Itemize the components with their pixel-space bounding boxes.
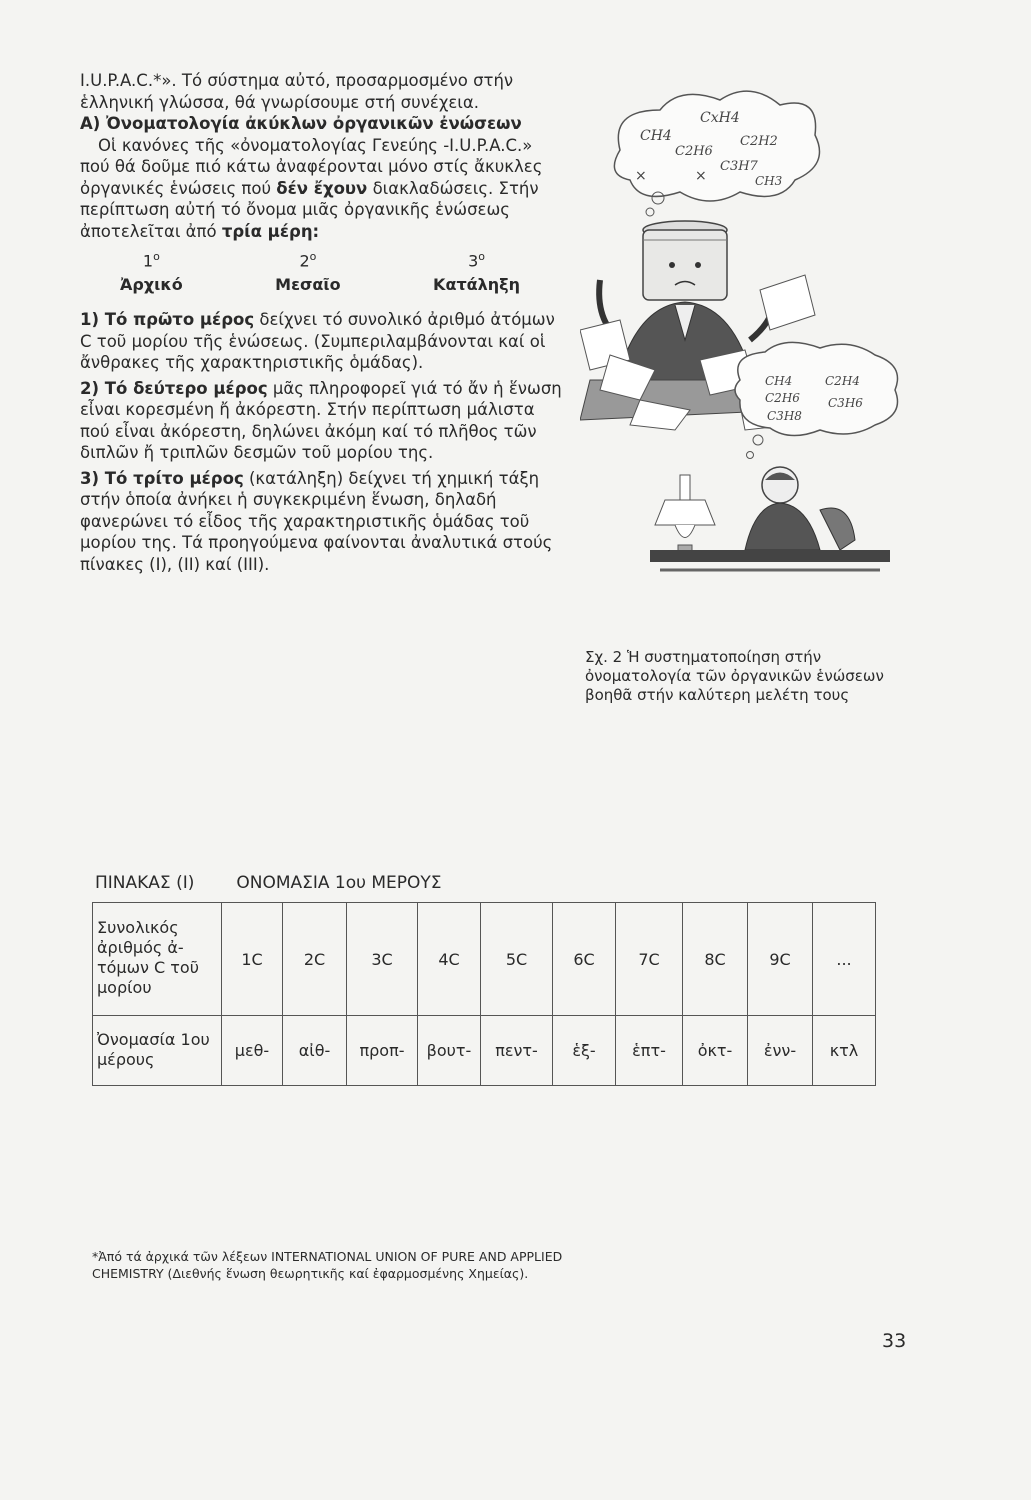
formula-label: C2H6 <box>675 144 713 159</box>
name-part-3: $3^o$ Κατάληξη <box>433 250 520 294</box>
desk-lamp <box>655 475 715 551</box>
rules-text-2: διακλαδώσεις. Στήν περίπτωση αὐτή τό ὄνομα μιᾶς ὀργανικῆς ἑνώσεως ἀποτελεῖται ἀπό <box>80 178 539 241</box>
table-cell: ἑπτ- <box>616 1016 683 1086</box>
formula-label: C3H8 <box>767 409 802 423</box>
table-row <box>93 1016 876 1086</box>
table-cell: ... <box>813 903 876 1016</box>
table-cell: 6C <box>553 903 616 1016</box>
table-row <box>93 903 876 1016</box>
main-text-column <box>80 70 565 575</box>
table-cell: ἑξ- <box>553 1016 616 1086</box>
table-cell: 9C <box>748 903 813 1016</box>
table-cell: 5C <box>481 903 553 1016</box>
thought-bubble-bottom <box>735 342 898 435</box>
formula-label: C3H6 <box>828 396 863 410</box>
page-number: 33 <box>882 1330 907 1352</box>
row-header: Συνολικός ἀριθμός ἀ-τόμων C τοῦ μορίου <box>93 903 222 1016</box>
rules-bold-2: τρία μέρη: <box>221 221 320 241</box>
table-cell: ὀκτ- <box>683 1016 748 1086</box>
scribble-x-icon: × <box>635 168 647 184</box>
table-title: ΟΝΟΜΑΣΙΑ 1ου ΜΕΡΟΥΣ <box>236 873 442 893</box>
formula-label: CH3 <box>755 174 783 188</box>
naming-table <box>92 902 876 1086</box>
formula-label: CxH4 <box>700 110 740 126</box>
table-cell: μεθ- <box>222 1016 283 1086</box>
name-parts <box>120 246 520 295</box>
row-header: Ὀνομασία 1ου μέρους <box>93 1016 222 1086</box>
table-cell: πεντ- <box>481 1016 553 1086</box>
cartoon-illustration <box>580 80 910 640</box>
scribble-x-icon: × <box>695 168 707 184</box>
table-cell: βουτ- <box>418 1016 481 1086</box>
formula-label: CH4 <box>765 374 793 388</box>
formula-label: C2H4 <box>825 374 860 388</box>
name-part-1: $1^o$ Ἀρχικό <box>120 250 183 294</box>
formula-label: C2H6 <box>765 391 800 405</box>
footnote: *Ἀπό τά ἀρχικά τῶν λέξεων INTERNATIONAL UNION OF PURE AND APPLIED CHEMISTRY (Διεθνής ἕνωση θεωρητικῆς καί ἐφαρμοσμένης Χημείας). <box>92 1249 563 1281</box>
rules-paragraph <box>80 135 565 243</box>
section-a-heading: Α) Ὀνοματολογία ἀκύκλων ὀργανικῶν ἐνώσεων <box>80 114 522 133</box>
intro-paragraph: I.U.P.A.C.*». Τό σύστημα αὐτό, προσαρμοσμένο στήν ἑλληνική γλώσσα, θά γνωρίσουμε στή συνέχεια. <box>80 71 514 112</box>
thought-bubble-top <box>614 91 819 201</box>
part-2-paragraph: 2) Τό δεύτερο μέρος μᾶς πληροφορεῖ γιά τό ἄν ἡ ἕνωση εἶναι κορεσμένη ἤ ἀκόρεστη. Στήν περίπτωση μάλιστα πού εἶναι ἀκόρεστη, δηλώνει ἀκόμη καί τό πλῆθος τῶν διπλῶν ἤ τριπλῶν δεσμῶν τοῦ μορίου της. <box>80 378 562 463</box>
table-label: ΠΙΝΑΚΑΣ (Ι) <box>95 873 195 893</box>
table-cell: ἐνν- <box>748 1016 813 1086</box>
table-title-row <box>95 873 442 893</box>
rules-text-1: Οἱ κανόνες τῆς «ὀνοματολογίας Γενεύης -I.U.P.A.C.» πού θά δοῦμε πιό κάτω ἀναφέρονται μόνο στίς ἄκυκλες ὀργανικές ἑνώσεις πού <box>80 135 543 198</box>
table-cell: αἰθ- <box>283 1016 347 1086</box>
table-cell: 2C <box>283 903 347 1016</box>
name-part-2: $2^o$ Μεσαῖο <box>275 250 341 294</box>
calm-man-figure <box>745 467 855 550</box>
figure-caption: Σχ. 2 Ἡ συστηματοποίηση στήν ὀνοματολογία τῶν ὀργανικῶν ἑνώσεων βοηθᾶ στήν καλύτερη μελέτη τους <box>585 648 884 704</box>
part-1-paragraph: 1) Τό πρῶτο μέρος δείχνει τό συνολικό ἀριθμό ἀτόμων C τοῦ μορίου τῆς ἑνώσεως. (Συμπεριλαμβάνονται καί οἱ ἄνθρακες τῆς χαρακτηριστικῆς ὁμάδας). <box>80 310 555 373</box>
desk <box>650 550 890 562</box>
bubble-dot <box>753 435 763 445</box>
table-cell: 1C <box>222 903 283 1016</box>
part-3-paragraph: 3) Τό τρίτο μέρος (κατάληξη) δείχνει τή χημική τάξη στήν ὁποία ἀνήκει ἡ συγκεκριμένη ἕνωση, δηλαδή φανερώνει τό εἶδος τῆς χαρακτηριστικῆς ὁμάδας τοῦ μορίου της. Τά προηγούμενα φαίνονται ἀναλυτικά στούς πίνακες (I), (II) καί (III). <box>80 468 553 574</box>
bubble-dot <box>646 208 654 216</box>
table-cell: 4C <box>418 903 481 1016</box>
table-cell: κτλ <box>813 1016 876 1086</box>
formula-label: C3H7 <box>720 159 758 174</box>
table-cell: 8C <box>683 903 748 1016</box>
table-cell: 7C <box>616 903 683 1016</box>
table-cell: προπ- <box>347 1016 418 1086</box>
formula-label: C2H2 <box>740 134 778 149</box>
rules-bold-1: δέν ἔχουν <box>276 178 368 198</box>
formula-label: CH4 <box>640 128 672 144</box>
bubble-dot <box>747 452 754 459</box>
table-cell: 3C <box>347 903 418 1016</box>
